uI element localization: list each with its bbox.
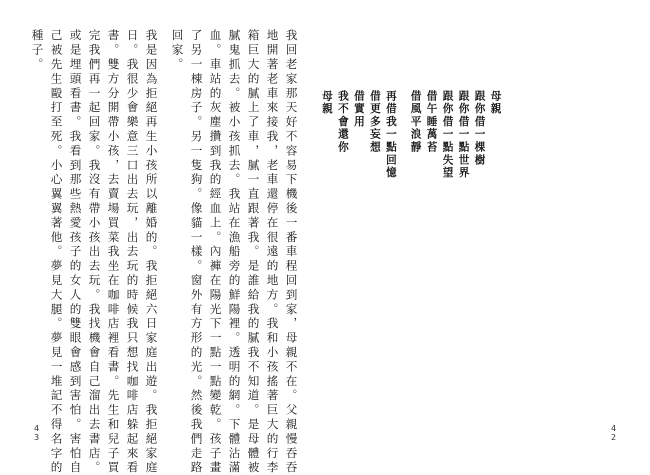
poem-line-5: 借午睡萬苔 (425, 90, 438, 154)
prose-column-15: 種子。 (30, 29, 45, 73)
poem-line-2: 跟你借一棵樹 (473, 90, 486, 167)
poem-line-1: 母親 (489, 90, 502, 116)
prose-column-14: 己被先生毆打至死。小心翼翼著他。夢見大腿。夢見一堆記不得名字的 (49, 29, 64, 475)
prose-column-5: 血。車站的灰塵攢到我的經血上。內褲在陽光下一點一點變乾。孩子畫 (208, 29, 223, 475)
poem-line-3: 跟你借一點世界 (457, 90, 470, 180)
page-gutter (325, 0, 326, 475)
prose-column-12: 完我們再一起回家。我沒有帶小孩出去玩。我找機會自己溜出去書店。 (87, 29, 102, 475)
prose-column-3: 箱巨大的膩上了車，膩一直跟著我。是誰給我的膩我不知道。是母體被 (246, 29, 261, 475)
prose-column-11: 書。雙方分開帶小孩，去賣場買菜我坐在咖啡店裡看書。先生和兒子買 (106, 29, 121, 475)
prose-column-2: 地開著老車來接我，老車還停在很遠的地方。我和小孩搖著巨大的行李 (265, 29, 280, 475)
poem-line-9: 借更多妄想 (368, 90, 381, 154)
prose-column-1: 我回老家那天好不容易下機後一番車程回到家，母親不在。父親慢吞吞 (284, 29, 299, 475)
right-page-number: 42 (609, 424, 618, 442)
prose-column-7: 回家。 (170, 29, 185, 73)
prose-column-4: 膩鬼抓去。被小孩抓去。我站在漁船旁的鮮陽裡。透明的網。下體沾滿 (227, 29, 242, 475)
poem-line-8: 再借我一點回憶 (384, 90, 397, 180)
poem-line-4: 跟你借一點失望 (441, 90, 454, 180)
prose-column-13: 或是埋頭看書。我看到那些熱愛孩子的女人的雙眼會感到害怕。害怕自 (68, 29, 83, 475)
poem-line-6: 借風平浪靜 (409, 90, 422, 154)
prose-column-9: 我是因為拒絕再生小孩所以離婚的。我拒絕六日家庭出遊。我拒絕家庭 (144, 29, 159, 475)
prose-column-6: 了另一棟房子。另一隻狗。像貓一樣。窗外有方形的光。然後我們走路 (189, 29, 204, 475)
poem-line-10: 借實用 (352, 90, 365, 129)
poem-line-12: 母親 (320, 90, 333, 116)
poem-line-11: 我不會還你 (336, 90, 349, 154)
prose-column-10: 日。我很少會樂意三口出去玩，出去玩的時候我只想找咖啡店躲起來看 (125, 29, 140, 475)
left-page-number: 43 (32, 424, 41, 442)
